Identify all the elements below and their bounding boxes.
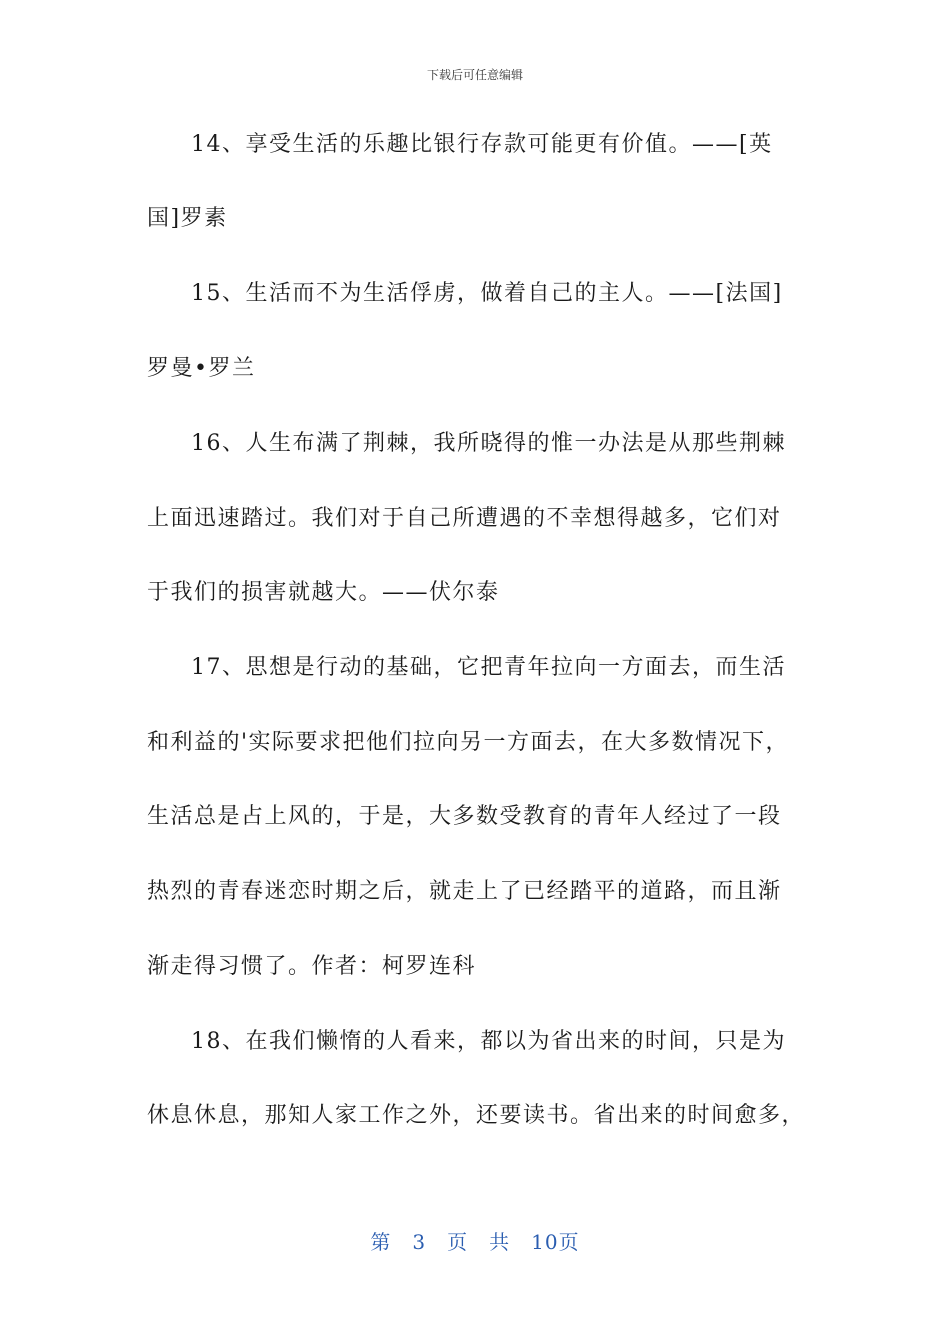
page-number-footer: 第 3 页 共 10页 bbox=[370, 1230, 580, 1254]
page-header-note: 下载后可任意编辑 bbox=[426, 68, 523, 82]
paragraph-17-line-2: 和利益的'实际要求把他们拉向另一方面去，在大多数情况下， bbox=[147, 730, 790, 755]
paragraph-14-line-2: 国]罗素 bbox=[147, 206, 228, 231]
paragraph-15-line-2: 罗曼•罗兰 bbox=[147, 356, 256, 381]
paragraph-17-line-4: 热烈的青春迷恋时期之后，就走上了已经踏平的道路，而且渐 bbox=[147, 879, 782, 904]
paragraph-17-line-3: 生活总是占上风的，于是，大多数受教育的青年人经过了一段 bbox=[147, 804, 782, 829]
paragraph-15-line-1: 15、生活而不为生活俘虏，做着自己的主人。——[法国] bbox=[191, 281, 783, 306]
paragraph-17-line-1: 17、思想是行动的基础，它把青年拉向一方面去，而生活 bbox=[191, 655, 786, 680]
paragraph-18-line-2: 休息休息，那知人家工作之外，还要读书。省出来的时间愈多， bbox=[147, 1103, 806, 1128]
paragraph-16-line-3: 于我们的损害就越大。——伏尔泰 bbox=[147, 580, 500, 605]
paragraph-16-line-1: 16、人生布满了荆棘，我所晓得的惟一办法是从那些荆棘 bbox=[191, 431, 786, 456]
paragraph-14-line-1: 14、享受生活的乐趣比银行存款可能更有价值。——[英 bbox=[191, 132, 773, 157]
paragraph-18-line-1: 18、在我们懒惰的人看来，都以为省出来的时间，只是为 bbox=[191, 1029, 786, 1054]
paragraph-16-line-2: 上面迅速踏过。我们对于自己所遭遇的不幸想得越多，它们对 bbox=[147, 506, 782, 531]
paragraph-17-line-5: 渐走得习惯了。作者：柯罗连科 bbox=[147, 954, 477, 979]
